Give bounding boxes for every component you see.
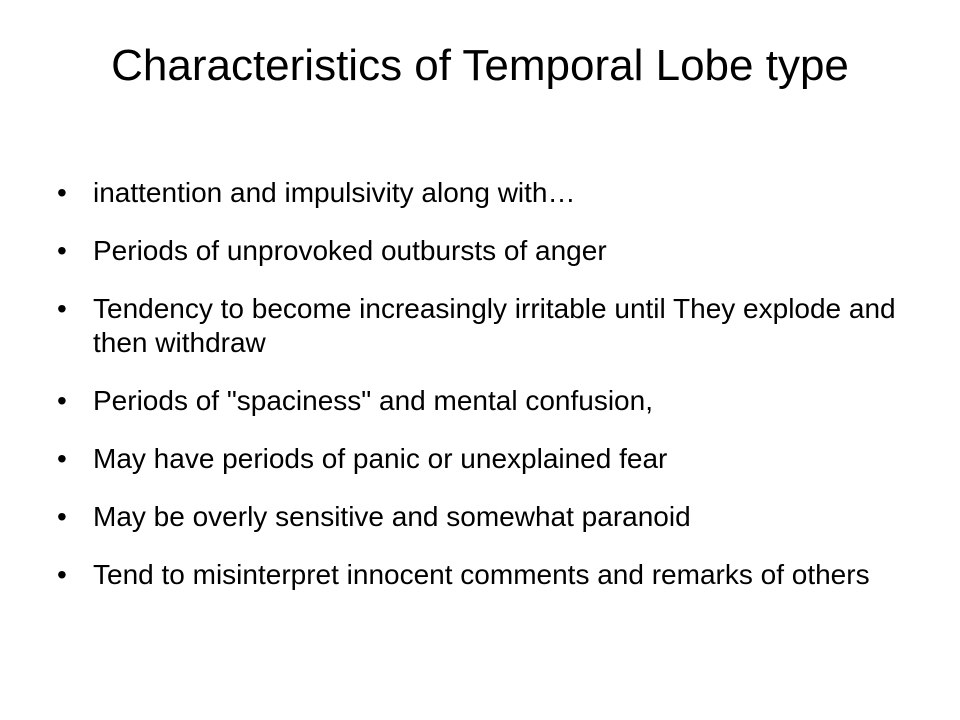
bullet-dot-icon: • (57, 293, 67, 324)
bullet-list (57, 176, 917, 616)
bullet-item (57, 384, 917, 418)
bullet-text: Periods of "spaciness" and mental confusion, (93, 385, 653, 416)
bullet-item (57, 292, 917, 360)
bullet-item (57, 500, 917, 534)
bullet-text: Periods of unprovoked outbursts of anger (93, 235, 607, 266)
bullet-text: May be overly sensitive and somewhat paranoid (93, 501, 691, 532)
bullet-item (57, 234, 917, 268)
bullet-dot-icon: • (57, 385, 67, 416)
bullet-dot-icon: • (57, 177, 67, 208)
bullet-item (57, 442, 917, 476)
bullet-text: inattention and impulsivity along with… (93, 177, 576, 208)
slide-title: Characteristics of Temporal Lobe type (111, 41, 849, 90)
bullet-dot-icon: • (57, 235, 67, 266)
bullet-text: Tendency to become increasingly irritable until They explode and then withdraw (93, 293, 896, 358)
bullet-dot-icon: • (57, 559, 67, 590)
bullet-item (57, 176, 917, 210)
bullet-dot-icon: • (57, 501, 67, 532)
bullet-text: May have periods of panic or unexplained fear (93, 443, 668, 474)
bullet-text: Tend to misinterpret innocent comments and remarks of others (93, 559, 870, 590)
bullet-dot-icon: • (57, 443, 67, 474)
bullet-item (57, 558, 917, 592)
